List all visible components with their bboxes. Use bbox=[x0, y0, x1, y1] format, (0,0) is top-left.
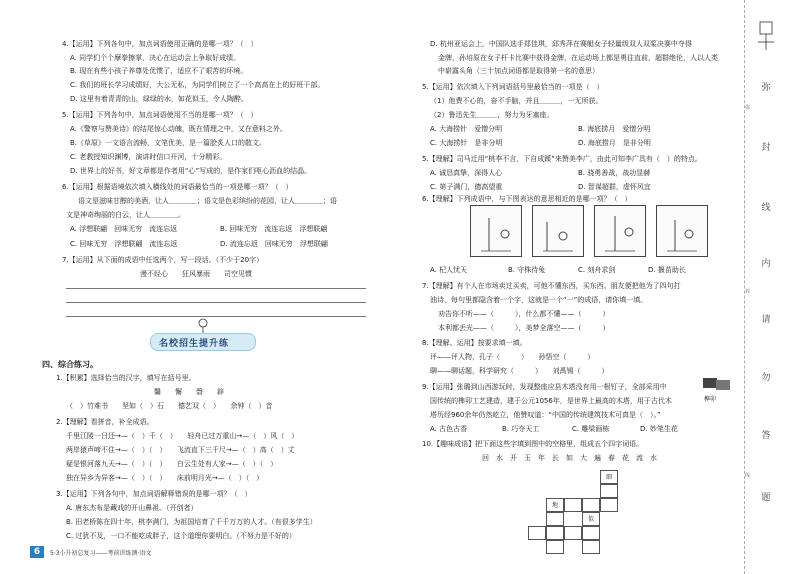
grid-given-char: 地 bbox=[551, 502, 558, 509]
grid-cell[interactable] bbox=[582, 526, 600, 540]
q4-option-b: B. 现在有些小孩子养尊处优惯了，适应不了艰苦的环境。 bbox=[70, 67, 248, 75]
r-q5-option-a: A. 大海捞针 爱憎分明 bbox=[430, 125, 503, 133]
r-q5-stem: 5.【运用】依次填入下列词语括号里最恰当的一项是（ ） bbox=[422, 83, 604, 91]
grid-cell[interactable] bbox=[528, 526, 546, 540]
q5-option-b: B.《草原》一文语言流畅，文笔优美，是一篇脍炙人口的散文。 bbox=[70, 139, 267, 147]
s3-stem: 3.【运用】下列各句中，加点词语解释错误的是哪一项？（ ） bbox=[56, 490, 252, 498]
seal-char: 封 bbox=[761, 143, 771, 153]
r-q6b-option-d: D. 揠苗助长 bbox=[648, 266, 686, 274]
seal-small-char: 封 bbox=[745, 289, 751, 295]
r-q9-option-a: A. 古色古香 bbox=[430, 425, 468, 433]
s3-option-c: C. 过犹不及，一口不能吃成胖子，这个道理你要明白。（不努力是不好的） bbox=[66, 532, 296, 540]
seal-small-char: 线 bbox=[745, 473, 751, 479]
s2-row-1: 千里江陵一日还→—（ ）千（ ） 轻舟已过万重山→—（ ）风（ ） bbox=[66, 432, 299, 440]
r-q9-line-2: 国传统的榫卯工艺建造，建于公元1056年，是世界上最高的木塔，用于古代木 bbox=[430, 397, 672, 405]
answer-line bbox=[66, 302, 366, 303]
q4-option-c: C. 我们的班长学习成绩好，大公无私，为同学们树立了一个高高在上的好班干部。 bbox=[70, 81, 325, 89]
q4d-continued-1: D. 杭州亚运会上，中国队选手郑佳琪，邱秀萍在赛艇女子轻量级双人双桨决赛中夺得 bbox=[430, 40, 692, 48]
r-q9-option-c: C. 雕梁画栋 bbox=[572, 425, 610, 433]
grid-cell[interactable] bbox=[582, 512, 600, 526]
book-series: 5·3小升初总复习——考前讲练测·语文 bbox=[50, 550, 152, 557]
seal-char: 线 bbox=[761, 203, 771, 213]
mortise-tenon-joint-icon bbox=[702, 374, 734, 394]
grid-given-char: 细 bbox=[605, 474, 612, 481]
grid-cell[interactable] bbox=[600, 484, 618, 498]
grid-cell[interactable] bbox=[600, 470, 618, 484]
r-q8-line-1: 评——评人物，孔子（ ） 孙悟空（ ） bbox=[430, 353, 595, 361]
r-q6-option-b: B. 骁勇善战，战功显赫 bbox=[578, 169, 651, 177]
r-q5-option-d: D. 海底捞月 是非分明 bbox=[578, 139, 651, 147]
seal-char: 答 bbox=[761, 431, 771, 441]
q4-option-a: A. 同学们个个摩拳擦掌，决心在运动会上争取好成绩。 bbox=[70, 54, 241, 62]
r-q9-option-b: B. 巧夺天工 bbox=[502, 425, 540, 433]
q4d-continued-2: 金牌，孙培原在女子杆卡比赛中获得金牌，在运动场上都是勇往直前，超群绝伦，人以人类 bbox=[438, 54, 718, 62]
q6-option-a: A. 浮想联翩 回味无穷 流连忘返 bbox=[70, 225, 178, 233]
answer-line bbox=[66, 316, 366, 317]
scene-image-4 bbox=[656, 205, 708, 257]
s1-stem: 1.【积累】选择恰当的汉字，填写在括号里。 bbox=[56, 374, 196, 382]
banner-label: 名校招生提升练 bbox=[159, 339, 230, 349]
q6-stem: 6.【运用】根据语境依次填入横线处的词语最恰当的一项是哪一项？（ ） bbox=[62, 183, 293, 191]
seal-char: 请 bbox=[761, 315, 771, 325]
grid-cell[interactable] bbox=[546, 526, 564, 540]
r-q8-line-2: 聊——聊话题，科学研究（ ） 刘禹锡（ ） bbox=[430, 367, 609, 375]
r-q5-option-b: B. 海底捞月 爱憎分明 bbox=[578, 125, 651, 133]
section-banner bbox=[150, 333, 256, 351]
q6-option-d: D. 流连忘返 回味无穷 浮想联翩 bbox=[220, 240, 328, 248]
r-q6-option-d: D. 智谋超群，虚怀风宜 bbox=[578, 183, 651, 191]
r-q7-line-3: 劝告你不听——（ ），什么都不懂——（ ） bbox=[438, 310, 610, 318]
r-q6-option-a: A. 诚恳真挚，深得人心 bbox=[430, 169, 503, 177]
seal-char: 题 bbox=[761, 493, 771, 503]
s1-blanks: （ ）竹难书 坚如（ ）石 德艺双（ ） 余钟（ ）音 bbox=[66, 402, 273, 410]
q4-stem: 4.【运用】下列各句中，加点词语使用正确的是哪一项？（ ） bbox=[62, 40, 258, 48]
pencil-mascot-icon bbox=[196, 318, 210, 334]
grid-cell[interactable] bbox=[546, 498, 564, 512]
q5-option-d: D. 世界上的好书，好文章都是作者用“心”写成的，是作家们呕心沥血的结晶。 bbox=[70, 167, 312, 175]
joint-caption: 榫卯 bbox=[704, 396, 717, 403]
seal-small-char: 弥 bbox=[745, 105, 751, 111]
grid-cell[interactable] bbox=[564, 526, 582, 540]
s3-option-b: B. 田老桥陈在四十年，桃李满门，为祖国培育了千千万万的人才。（有很多学生） bbox=[66, 518, 317, 526]
s2-row-2: 两岸猿声啼不住→—（ ）（ ） 飞流直下三千尺→—（ ）高（ ）丈 bbox=[66, 446, 295, 454]
s2-row-3: 疑是银河落九天→—（ ）（ ） 白云生处有人家→—（ ）（ ） bbox=[66, 460, 278, 468]
q6-context-1: 语文是滋味甘醇的美酒，让人＿＿＿＿；语文是色彩缤纷的花园，让人＿＿＿＿；语 bbox=[78, 197, 337, 205]
q6-option-c: C. 回味无穷 浮想联翩 流连忘返 bbox=[70, 240, 178, 248]
r-q7-line-4: 本利都丢光——（ ），美梦全落空——（ ） bbox=[438, 324, 610, 332]
section-title: 四、综合练习。 bbox=[42, 360, 98, 369]
r-q8-stem: 8.【理解、运用】按要求填一填。 bbox=[422, 339, 527, 347]
q7-idioms: 漫不经心 狂风暴雨 司空见惯 bbox=[140, 270, 252, 278]
answer-line bbox=[66, 288, 366, 289]
s2-row-4: 独在异乡为异客→—（ ）（ ） 床前明月光→—（ ）（ ） bbox=[66, 474, 264, 482]
r-q9-option-d: D. 妙笔生花 bbox=[640, 425, 678, 433]
q4d-continued-3: 中崭露头角（三十加点词语都是取得第一名的意思） bbox=[438, 67, 599, 75]
r-q6b-option-b: B. 守株待兔 bbox=[508, 266, 546, 274]
grid-cell[interactable] bbox=[582, 540, 600, 554]
r-q6b-stem: 6.【理解】下列成语中，与下图表达的意思相近的是哪一项？（ ） bbox=[422, 195, 632, 203]
r-q6b-option-c: C. 刻舟求剑 bbox=[578, 266, 616, 274]
grid-cell[interactable] bbox=[546, 512, 564, 526]
r-q6-option-c: C. 第子满门，德高望重 bbox=[430, 183, 503, 191]
q6-context-2: 文是神奇绚丽的白云，让人＿＿＿＿。 bbox=[66, 211, 185, 219]
cartoon-mascot-icon bbox=[752, 20, 782, 54]
grid-cell[interactable] bbox=[582, 498, 600, 512]
r-q6-stem: 5.【理解】司马迁用“桃李不言，下自成蹊”来赞美李广，由此可知李广具有（ ）的特点。 bbox=[422, 155, 702, 163]
s1-chars: 馨 懈 磬 辟 bbox=[154, 388, 224, 396]
grid-given-char: 似 bbox=[587, 516, 594, 523]
scene-image-1 bbox=[470, 205, 522, 257]
s2-stem: 2.【理解】看拼音，补全成语。 bbox=[56, 418, 154, 426]
seal-char: 内 bbox=[761, 259, 771, 269]
r-q10-chars: 回 水 开 玉 年 长 如 大 遍 春 花 流 水 bbox=[482, 454, 657, 462]
r-q7-stem: 7.【理解】有个人在市场卖过买卖，可他不懂东西，买东西。朋友便把他为了四句打 bbox=[422, 282, 681, 290]
page-number: 6 bbox=[30, 546, 44, 558]
scene-image-2 bbox=[532, 205, 584, 257]
r-q5-line-2: （2）鲁迅先生＿＿＿，努力为牙塞座。 bbox=[430, 111, 554, 119]
r-q6b-option-a: A. 杞人忧天 bbox=[430, 266, 468, 274]
seal-char: 勿 bbox=[761, 373, 771, 383]
r-q7-line-2: 油诗，每句里都隐含着一个字，这就是一个“一”的成语，请你填一填。 bbox=[430, 296, 648, 304]
q5-option-a: A.《警察与赞美诗》的结尾惊心动魄，既在情理之中，又在意料之外。 bbox=[70, 125, 287, 133]
s3-option-a: A. 唐东杰布是藏戏的开山鼻祖。（开创者） bbox=[66, 504, 198, 512]
grid-cell[interactable] bbox=[600, 498, 618, 512]
seal-char: 弥 bbox=[761, 83, 771, 93]
r-q10-stem: 10.【趣味成语】把下面这些字填到图中的空格里，组成五个四字词语。 bbox=[422, 440, 644, 448]
seal-line bbox=[744, 0, 745, 574]
q7-stem: 7.【运用】从下面的成语中任选两个，写一段话。（不少于20字） bbox=[62, 256, 264, 264]
scene-image-3 bbox=[594, 205, 646, 257]
r-q9-stem: 9.【运用】张璐到山西游玩时，发现整座应县木塔没有用一根钉子，全部采用中 bbox=[422, 383, 667, 391]
q5-option-c: C. 老教授知识渊博，演讲时信口开河，十分精彩。 bbox=[70, 153, 227, 161]
r-q5-option-c: C. 大海捞针 是非分明 bbox=[430, 139, 503, 147]
r-q9-line-3: 塔历经960余年仍然屹立，他赞叹道：“中国的传统建筑技术可真是（ ）。” bbox=[430, 411, 661, 419]
q6-option-b: B. 回味无穷 流连忘返 浮想联翩 bbox=[220, 225, 328, 233]
grid-cell[interactable] bbox=[564, 498, 582, 512]
q5-stem: 5.【运用】下列各句中，加点词语使用不当的是哪一项？（ ） bbox=[62, 111, 258, 119]
q4-option-d: D. 这里有着青青的山，绿绿的水，如花似玉，令人陶醉。 bbox=[70, 95, 248, 103]
grid-cell[interactable] bbox=[546, 540, 564, 554]
r-q5-line-1: （1）他费不心的，奋不手脑，并且＿＿＿，一无所获。 bbox=[430, 97, 603, 105]
